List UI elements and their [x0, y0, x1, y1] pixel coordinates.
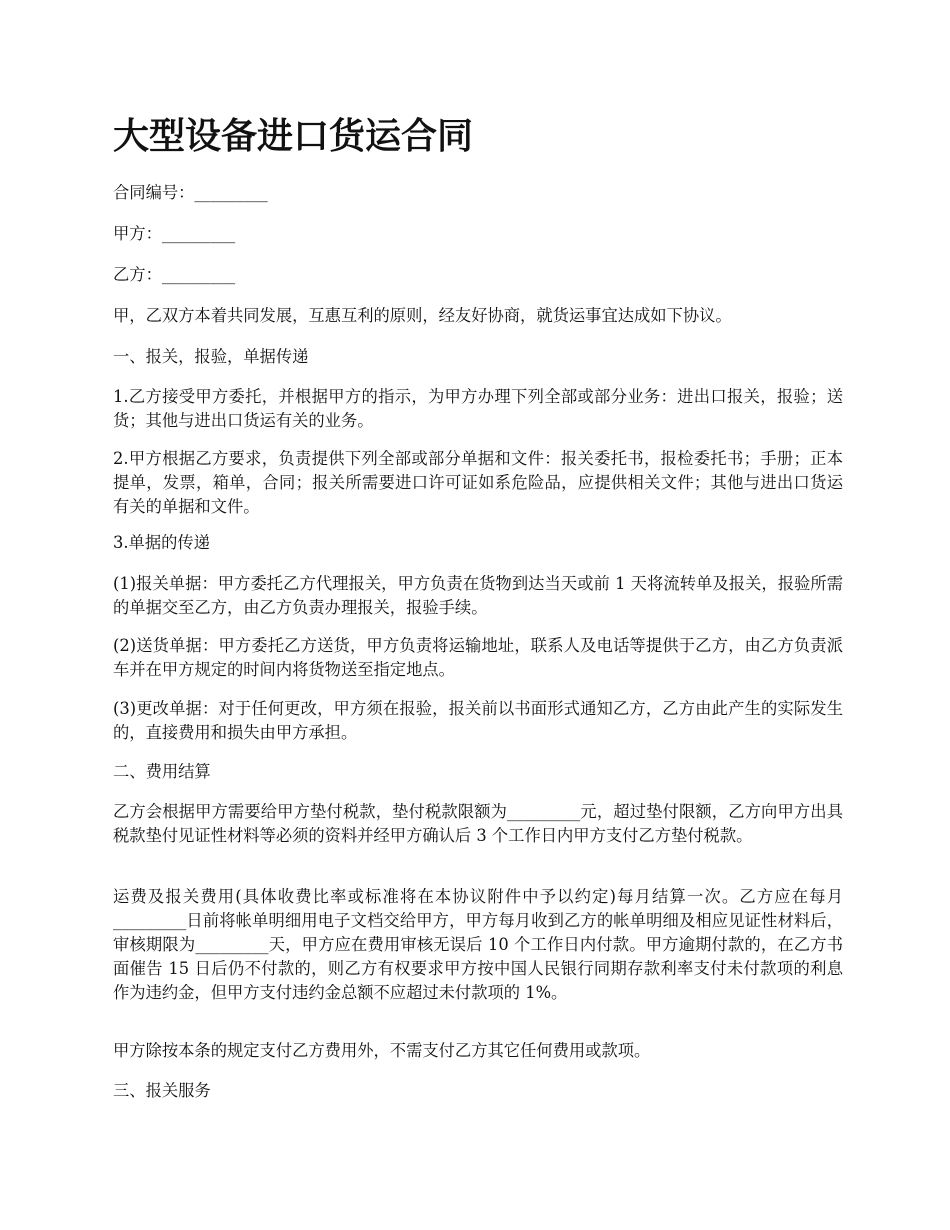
clause-2-paragraph: 2.甲方根据乙方要求，负责提供下列全部或部分单据和文件：报关委托书，报检委托书；手册；正本提单，发票，箱单，合同；报关所需要进口许可证如系危险品，应提供相关文件；其他与进出口货运有关的单据和文件。 [113, 449, 843, 516]
clause-3-3-paragraph: (3)更改单据：对于任何更改，甲方须在报验，报关前以书面形式通知乙方，乙方由此产生的实际发生的，直接费用和损失由甲方承担。 [113, 699, 843, 742]
contract-number-line: 合同编号：_________ [113, 183, 268, 202]
freight-fees-paragraph: 运费及报关费用(具体收费比率或标准将在本协议附件中予以约定)每月结算一次。乙方应在每月_________日前将帐单明细用电子文档交给甲方，甲方每月收到乙方的帐单明细及相应见证性材料后，审核期限为_________天，甲方应在费用审核无误后 10 个工作日内付款。甲方逾期付款的，在乙方书面催告 15 日后仍不付款的，则乙方有权要求甲方按中国人民银行同期存款利率支付未付款项的利息作为违约金，但甲方支付违约金总额不应超过未付款项的 1%。 [113, 887, 843, 1002]
clause-3-1-paragraph: (1)报关单据：甲方委托乙方代理报关，甲方负责在货物到达当天或前 1 天将流转单及报关，报验所需的单据交至乙方，由乙方负责办理报关，报验手续。 [113, 574, 843, 617]
clause-3-heading: 3.单据的传递 [113, 533, 210, 552]
clause-3-2-paragraph: (2)送货单据：甲方委托乙方送货，甲方负责将运输地址，联系人及电话等提供于乙方，由乙方负责派车并在甲方规定的时间内将货物送至指定地点。 [113, 636, 843, 679]
document-title: 大型设备进口货运合同 [113, 115, 474, 157]
party-b-line: 乙方：_________ [113, 265, 236, 284]
section-heading-fees: 二、费用结算 [113, 762, 211, 781]
preamble-paragraph: 甲，乙双方本着共同发展，互惠互利的原则，经友好协商，就货运事宜达成如下协议。 [113, 306, 732, 325]
section-heading-customs-service: 三、报关服务 [113, 1081, 211, 1100]
clause-1-paragraph: 1.乙方接受甲方委托，并根据甲方的指示，为甲方办理下列全部或部分业务：进出口报关，报验；送货；其他与进出口货运有关的业务。 [113, 387, 843, 430]
section-heading-customs: 一、报关，报验，单据传递 [113, 347, 309, 366]
party-a-line: 甲方：_________ [113, 224, 236, 243]
no-other-fees-paragraph: 甲方除按本条的规定支付乙方费用外，不需支付乙方其它任何费用或款项。 [113, 1041, 651, 1060]
tax-advance-paragraph: 乙方会根据甲方需要给甲方垫付税款，垫付税款限额为_________元，超过垫付限额，乙方向甲方出具税款垫付见证性材料等必须的资料并经甲方确认后 3 个工作日内甲方支付乙方垫付税款。 [113, 802, 843, 845]
